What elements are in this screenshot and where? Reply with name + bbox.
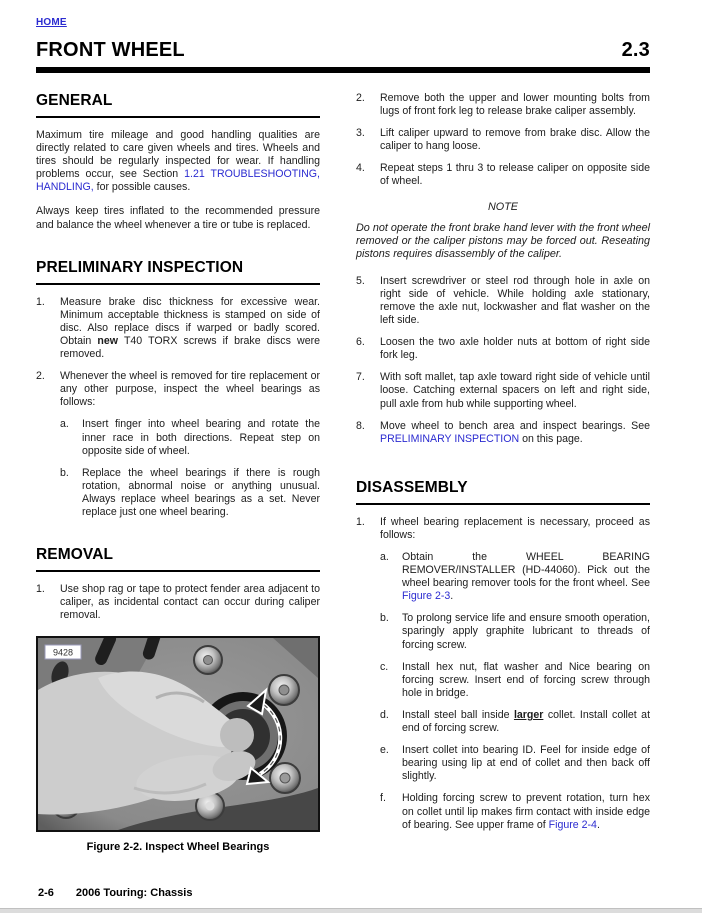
item-number: 4. bbox=[356, 162, 365, 175]
item-text: Insert finger into wheel bearing and rotate the inner race in both directions. Repeat step on opposite side of wheel. bbox=[82, 418, 320, 457]
item-letter: b. bbox=[60, 466, 69, 479]
item-letter: a. bbox=[380, 551, 389, 563]
item-text: Install hex nut, flat washer and Nice bearing on forcing screw. Insert end of forcing screw through hole in bridge. bbox=[402, 660, 650, 699]
disassembly-heading: DISASSEMBLY bbox=[356, 479, 650, 505]
general-p1-text: Maximum tire mileage and good handling qualities are directly related to care given wheels and tires. Wheels and tires should be regularly inspected for wear. If handling problems occur, see Section bbox=[36, 129, 320, 181]
removal-heading: REMOVAL bbox=[36, 546, 320, 572]
list-item bbox=[356, 371, 650, 410]
sub-list-item bbox=[380, 612, 650, 651]
wheel-bearing-photo-art bbox=[38, 638, 318, 830]
list-item bbox=[356, 127, 650, 153]
item-text: Loosen the two axle holder nuts at bottom of right side fork leg. bbox=[380, 336, 650, 362]
list-item bbox=[356, 275, 650, 327]
preliminary-inspection-heading: PRELIMINARY INSPECTION bbox=[36, 259, 320, 285]
note-label: NOTE bbox=[488, 200, 518, 213]
item-text bbox=[402, 551, 650, 603]
item-text bbox=[380, 420, 650, 446]
item-number: 1. bbox=[36, 295, 45, 308]
figure-2-3-link[interactable]: Figure 2-3 bbox=[402, 590, 451, 603]
item-number: 2. bbox=[356, 92, 365, 104]
list-item bbox=[356, 92, 650, 118]
item-text-pre: Measure brake disc thickness for excessive wear. Minimum acceptable thickness is stamped on side of disc. Also replace discs if warped or badly scored. Obtain bbox=[60, 295, 320, 347]
note-text: Do not operate the front brake hand lever with the front wheel removed or the caliper pistons may be forced out. Reseating pistons requires disassembly of the caliper. bbox=[356, 221, 650, 261]
general-heading: GENERAL bbox=[36, 92, 320, 118]
sub-list-item bbox=[380, 744, 650, 783]
troubleshooting-handling-link[interactable]: 1.21 TROUBLESHOOTING, HANDLING, bbox=[36, 168, 320, 194]
item-text: Replace the wheel bearings if there is rough rotation, abnormal noise or anything unusual. Always replace wheel bearings as a set. Never replace just one wheel bearing. bbox=[82, 466, 320, 518]
figure-2-4-link[interactable]: Figure 2-4 bbox=[548, 818, 597, 831]
item-number: 1. bbox=[356, 515, 365, 528]
general-p1-tail: for possible causes. bbox=[93, 181, 191, 194]
section-number: 2.3 bbox=[621, 39, 650, 61]
figure-caption: Figure 2-2. Inspect Wheel Bearings bbox=[86, 841, 270, 854]
item-text: Whenever the wheel is removed for tire replacement or any other purpose, inspect the wheel bearings as follows: bbox=[60, 370, 320, 409]
item-text-pre: Move wheel to bench area and inspect bearings. See bbox=[380, 419, 650, 432]
header-rule bbox=[36, 67, 650, 73]
figure-2-2 bbox=[36, 636, 320, 853]
item-text: With soft mallet, tap axle toward right side of vehicle until loose. Catching external spacers on left and right side, pull axle from hub while supporting wheel. bbox=[380, 371, 650, 410]
item-text-post: on this page. bbox=[519, 432, 583, 445]
item-letter: d. bbox=[380, 708, 389, 721]
home-link[interactable]: HOME bbox=[36, 17, 67, 28]
photo-id-text: 9428 bbox=[52, 647, 74, 658]
emphasized-word: larger bbox=[513, 708, 544, 721]
general-paragraph-2: Always keep tires inflated to the recommended pressure and balance the wheel whenever a tire or tube is replaced. bbox=[36, 205, 320, 231]
item-text bbox=[402, 709, 650, 735]
list-item bbox=[356, 336, 650, 362]
item-number: 1. bbox=[36, 583, 45, 596]
item-letter: e. bbox=[380, 744, 389, 757]
sub-list-item bbox=[380, 709, 650, 735]
item-text: Lift caliper upward to remove from brake disc. Allow the caliper to hang loose. bbox=[380, 127, 650, 153]
item-text: Insert collet into bearing ID. Feel for inside edge of bearing using lip at end of collet and then back off slightly. bbox=[402, 744, 650, 783]
item-letter: f. bbox=[380, 792, 386, 805]
list-item bbox=[36, 296, 320, 361]
item-text-pre: Install steel ball inside bbox=[402, 708, 514, 721]
left-column bbox=[36, 92, 320, 853]
sub-list-item bbox=[380, 792, 650, 831]
list-item bbox=[356, 162, 650, 188]
item-text-post: . bbox=[596, 818, 600, 831]
footer-page-number: 2-6 bbox=[38, 887, 54, 899]
sub-list-item bbox=[380, 661, 650, 700]
sub-list-item bbox=[60, 418, 320, 457]
item-text: If wheel bearing replacement is necessary, proceed as follows: bbox=[380, 515, 650, 541]
page-title: FRONT WHEEL bbox=[36, 39, 185, 61]
page-header bbox=[36, 39, 650, 62]
item-text: Repeat steps 1 thru 3 to release caliper on opposite side of wheel. bbox=[380, 162, 650, 188]
item-number: 5. bbox=[356, 274, 365, 287]
right-column bbox=[356, 92, 650, 853]
item-number: 7. bbox=[356, 371, 365, 384]
page-bottom-edge bbox=[0, 908, 702, 913]
sub-list-item bbox=[380, 551, 650, 603]
item-text-post: collet. Install collet at end of forcing screw. bbox=[402, 708, 651, 735]
wheel-bearing-photo bbox=[36, 636, 320, 832]
item-letter: c. bbox=[380, 660, 389, 673]
sub-list-item bbox=[60, 467, 320, 519]
item-letter: b. bbox=[380, 612, 389, 625]
general-paragraph-1 bbox=[36, 129, 320, 194]
item-number: 2. bbox=[36, 370, 45, 383]
item-text bbox=[402, 792, 650, 831]
photo-id-label bbox=[45, 645, 81, 659]
item-letter: a. bbox=[60, 418, 69, 431]
item-text-pre: Holding forcing screw to prevent rotation, turn hex on collet until lip makes firm contact with inside edge of bearing. See upper frame of bbox=[402, 792, 650, 831]
item-text-post: T40 TORX screws if brake discs were removed. bbox=[60, 334, 320, 361]
item-number: 6. bbox=[356, 336, 365, 349]
page-footer bbox=[38, 887, 192, 899]
item-text-pre: Obtain the WHEEL BEARING REMOVER/INSTALLER (HD-44060). Pick out the wheel bearing remover tools for the front wheel. See bbox=[402, 551, 650, 590]
item-text: Use shop rag or tape to protect fender area adjacent to caliper, as incidental contact can occur during caliper removal. bbox=[60, 583, 320, 622]
list-item bbox=[356, 420, 650, 446]
item-text bbox=[60, 296, 320, 361]
footer-title: 2006 Touring: Chassis bbox=[75, 887, 193, 899]
list-item bbox=[356, 516, 650, 542]
item-text-post: . bbox=[450, 590, 454, 603]
list-item bbox=[36, 583, 320, 622]
preliminary-inspection-link[interactable]: PRELIMINARY INSPECTION bbox=[380, 432, 520, 445]
item-text: To prolong service life and ensure smooth operation, sparingly apply graphite lubricant to threads of forcing screw. bbox=[402, 612, 650, 651]
item-text: Insert screwdriver or steel rod through hole in axle on right side of vehicle. While holding axle stationary, remove the axle nut, lockwasher and flat washer on the left side. bbox=[380, 274, 650, 327]
item-number: 8. bbox=[356, 419, 365, 432]
item-number: 3. bbox=[356, 127, 365, 140]
item-text: Remove both the upper and lower mounting bolts from lugs of front fork leg to release brake caliper assembly. bbox=[380, 92, 650, 118]
list-item bbox=[36, 370, 320, 409]
bold-word: new bbox=[97, 334, 118, 347]
